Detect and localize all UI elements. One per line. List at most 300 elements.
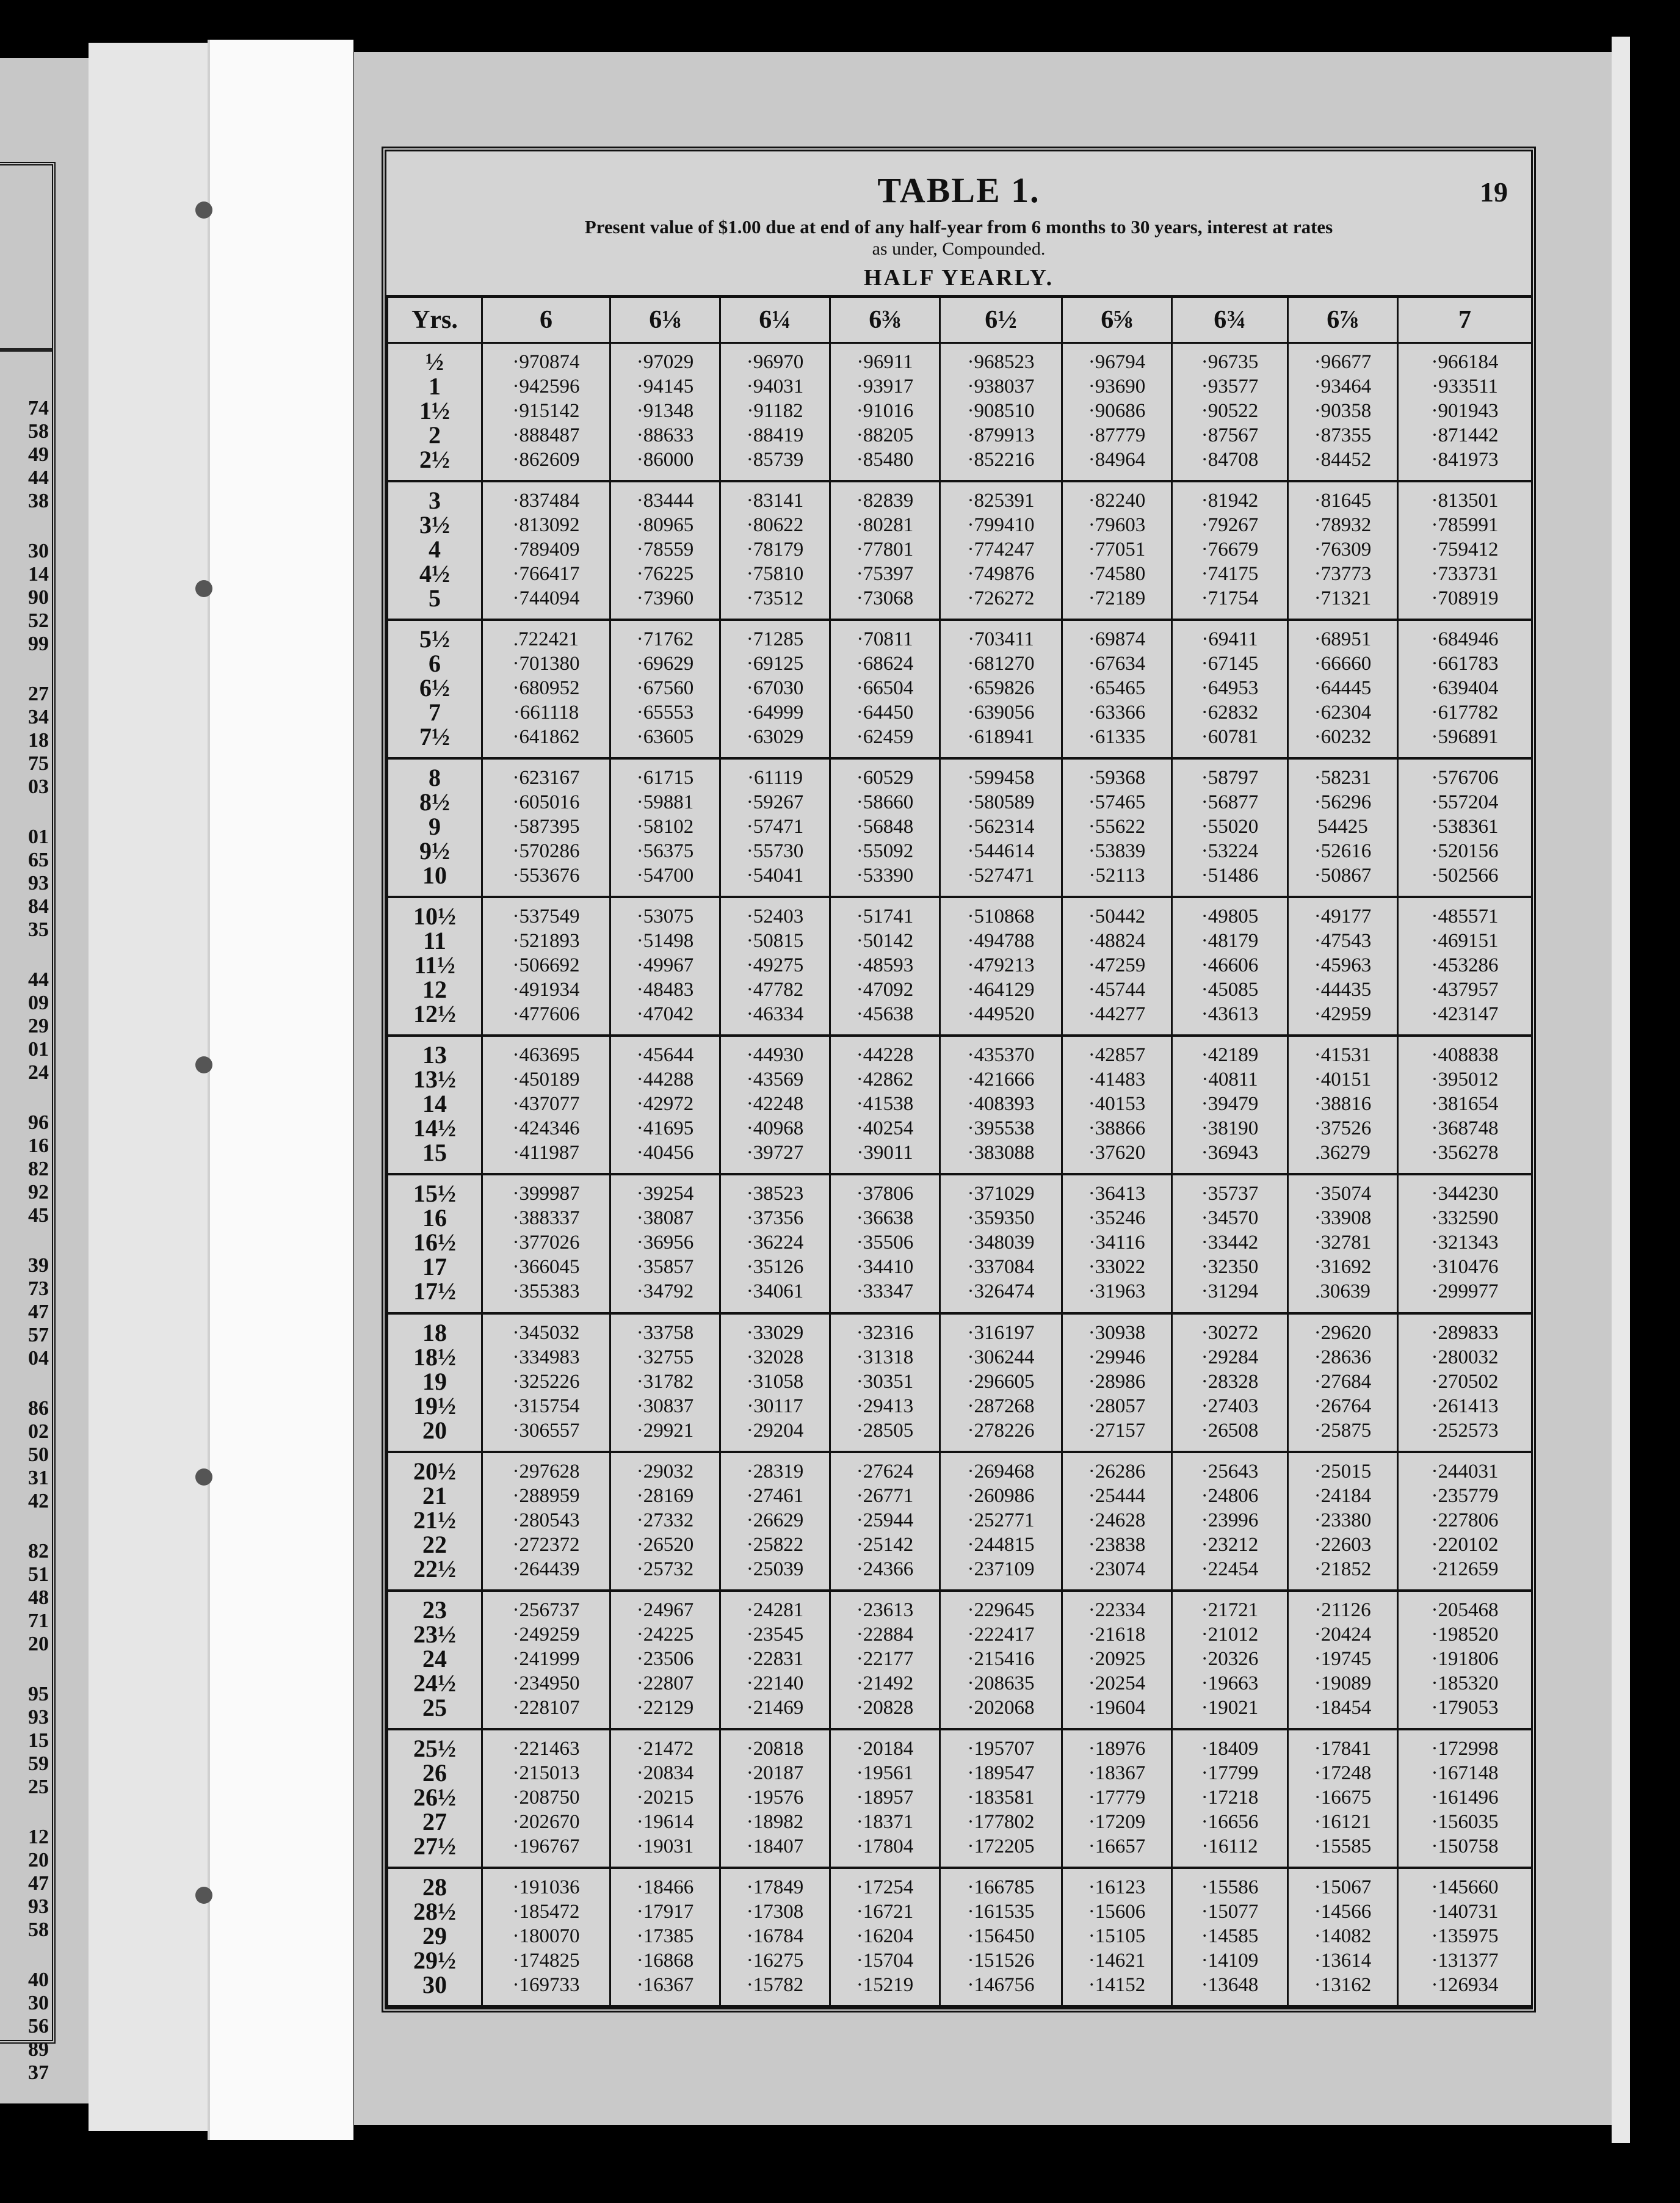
present-value: ·18454 (1314, 1696, 1372, 1719)
present-value: ·90522 (1201, 400, 1259, 422)
year-label: 24 (422, 1644, 447, 1672)
present-value: ·562314 (967, 816, 1035, 838)
present-value: ·81645 (1314, 490, 1372, 512)
present-value: ·81942 (1201, 490, 1259, 512)
present-value: ·377026 (512, 1232, 580, 1254)
present-value: ·355383 (512, 1280, 580, 1303)
present-value: ·72189 (1088, 587, 1146, 610)
present-value: ·205468 (1431, 1599, 1499, 1621)
value-cell (940, 481, 1062, 620)
present-value: ·618941 (967, 726, 1035, 749)
year-label: 17½ (413, 1277, 456, 1305)
present-value: ·22334 (1088, 1599, 1146, 1621)
present-value: ·20834 (636, 1762, 694, 1784)
left-page-fragment: 57 (28, 1324, 49, 1346)
table-row-group (388, 1591, 1532, 1729)
present-value: ·280032 (1431, 1346, 1499, 1368)
present-value: ·84452 (1314, 449, 1372, 471)
present-value: ·19089 (1314, 1672, 1372, 1694)
value-cell (1172, 758, 1288, 897)
present-value: ·23212 (1201, 1533, 1259, 1556)
present-value: ·469151 (1431, 930, 1499, 953)
left-page-fragment: 89 (28, 2038, 49, 2061)
present-value: ·326474 (967, 1280, 1035, 1303)
present-value: ·623167 (512, 767, 580, 789)
value-cell (1398, 1591, 1532, 1729)
present-value: ·17917 (636, 1900, 694, 1923)
value-cell (1398, 1174, 1532, 1313)
present-value: ·18367 (1088, 1762, 1146, 1784)
present-value: ·32028 (746, 1346, 804, 1368)
left-page-fragment: 30 (28, 1992, 49, 2014)
value-cell (720, 1591, 830, 1729)
left-page-fragment: 51 (28, 1563, 49, 1586)
present-value: ·49275 (746, 954, 804, 977)
present-value: ·40254 (856, 1117, 914, 1140)
present-value: ·62459 (856, 726, 914, 749)
present-value: ·421666 (967, 1069, 1035, 1091)
present-value: ·17218 (1201, 1786, 1259, 1809)
present-value: ·86000 (636, 449, 694, 471)
value-cell (1288, 1729, 1398, 1868)
present-value: ·31782 (636, 1370, 694, 1393)
present-value: ·306244 (967, 1346, 1035, 1368)
present-value: ·332590 (1431, 1207, 1499, 1230)
present-value: ·15704 (856, 1949, 914, 1972)
present-value: ·228107 (512, 1696, 580, 1719)
present-value: ·196767 (512, 1835, 580, 1857)
present-value: ·80622 (746, 514, 804, 537)
present-value: ·90358 (1314, 400, 1372, 422)
year-label: 19 (422, 1367, 447, 1395)
present-value: ·766417 (512, 563, 580, 586)
column-header-rate: 6⅝ (1062, 297, 1172, 343)
left-page-fragment: 50 (28, 1443, 49, 1466)
present-value: ·36956 (636, 1232, 694, 1254)
year-label: 24½ (413, 1669, 456, 1697)
present-value: ·161496 (1431, 1786, 1499, 1809)
value-cell (1172, 1313, 1288, 1452)
present-value: ·35126 (746, 1256, 804, 1279)
years-cell (388, 1036, 482, 1174)
present-value: ·270502 (1431, 1370, 1499, 1393)
table-row-group (388, 1036, 1532, 1174)
value-cell (1062, 758, 1172, 897)
present-value: ·77051 (1088, 539, 1146, 561)
year-label: 12 (422, 976, 447, 1004)
present-value: ·16868 (636, 1949, 694, 1972)
present-value: ·37806 (856, 1183, 914, 1205)
present-value: ·42862 (856, 1069, 914, 1091)
present-value: ·28328 (1201, 1370, 1259, 1393)
year-label: 13 (422, 1041, 447, 1069)
present-value: ·17248 (1314, 1762, 1372, 1784)
present-value: ·20828 (856, 1696, 914, 1719)
present-value: ·29921 (636, 1419, 694, 1442)
present-value: ·25944 (856, 1509, 914, 1531)
present-value: ·146756 (967, 1973, 1035, 1996)
present-value: ·30351 (856, 1370, 914, 1393)
present-value: ·942596 (512, 376, 580, 397)
value-cell (830, 1729, 940, 1868)
present-value: ·169733 (512, 1973, 580, 1996)
left-page-fragment: 31 (28, 1467, 49, 1489)
value-cell (482, 1313, 610, 1452)
present-value: ·44930 (746, 1044, 804, 1067)
present-value: ·172998 (1431, 1737, 1499, 1760)
year-label: 13½ (413, 1065, 456, 1094)
present-value: ·172205 (967, 1835, 1035, 1857)
present-value: ·69629 (636, 653, 694, 675)
left-page-fragment: 27 (28, 683, 49, 705)
year-label: 18½ (413, 1343, 456, 1371)
present-value: ·215013 (512, 1762, 580, 1784)
value-cell (940, 1868, 1062, 2006)
present-value: ·57471 (746, 816, 804, 838)
present-value: ·42857 (1088, 1044, 1146, 1067)
present-value: ·520156 (1431, 840, 1499, 863)
year-label: 10½ (413, 902, 456, 931)
present-value: ·14109 (1201, 1949, 1259, 1972)
present-value: ·661783 (1431, 653, 1499, 675)
value-cell (830, 1036, 940, 1174)
present-value: ·54041 (746, 865, 804, 887)
year-label: 21½ (413, 1506, 456, 1534)
left-page-fragment: 09 (28, 992, 49, 1014)
present-value: ·241999 (512, 1647, 580, 1670)
present-value: ·395538 (967, 1117, 1035, 1140)
present-value: ·88419 (746, 424, 804, 446)
value-cell (720, 1313, 830, 1452)
value-cell (720, 758, 830, 897)
present-value: ·252573 (1431, 1419, 1499, 1442)
table-row-group (388, 1868, 1532, 2006)
column-header-rate: 6½ (940, 297, 1062, 343)
present-value: ·68624 (856, 653, 914, 675)
present-value: ·87779 (1088, 424, 1146, 446)
present-value: ·269468 (967, 1460, 1035, 1483)
left-page-fragment: 39 (28, 1254, 49, 1277)
present-value: ·41695 (636, 1117, 694, 1140)
present-value: ·27403 (1201, 1395, 1259, 1417)
year-label: 9½ (419, 837, 450, 865)
present-value: ·26508 (1201, 1419, 1259, 1442)
year-label: 8½ (419, 788, 450, 816)
present-value: ·45644 (636, 1044, 694, 1067)
left-page-fragment: 59 (28, 1752, 49, 1775)
value-cell (1172, 620, 1288, 758)
present-value: ·161535 (967, 1900, 1035, 1923)
present-value: ·537549 (512, 906, 580, 928)
subtitle-continuation: as under, Compounded. (872, 239, 1046, 259)
left-page-fragment: 18 (28, 729, 49, 752)
present-value: ·15219 (856, 1973, 914, 1996)
present-value: ·62304 (1314, 702, 1372, 724)
left-page-fragment: 16 (28, 1134, 49, 1157)
present-value: ·366045 (512, 1256, 580, 1279)
present-value: ·423147 (1431, 1003, 1499, 1026)
present-value: ·27157 (1088, 1419, 1146, 1442)
left-page-number-fragments (0, 397, 49, 2085)
value-cell (1062, 1729, 1172, 1868)
year-label: 1 (429, 372, 441, 400)
present-value: ·18407 (746, 1835, 804, 1857)
value-cell (482, 1868, 610, 2006)
present-value: ·19745 (1314, 1647, 1372, 1670)
year-label: 28½ (413, 1897, 456, 1925)
present-value: ·16367 (636, 1973, 694, 1996)
present-value: ·557204 (1431, 791, 1499, 814)
present-value: ·29204 (746, 1419, 804, 1442)
present-value: ·34792 (636, 1280, 694, 1303)
present-value: ·24184 (1314, 1484, 1372, 1507)
present-value: ·18409 (1201, 1737, 1259, 1760)
present-value: ·30938 (1088, 1321, 1146, 1344)
value-cell (1062, 1313, 1172, 1452)
table-row-group (388, 1729, 1532, 1868)
present-value: ·39727 (746, 1142, 804, 1164)
present-value: ·73068 (856, 587, 914, 610)
present-value: ·26764 (1314, 1395, 1372, 1417)
present-value: ·580589 (967, 791, 1035, 814)
value-cell (720, 1452, 830, 1591)
present-value: ·16657 (1088, 1835, 1146, 1857)
present-value: ·140731 (1431, 1900, 1499, 1923)
present-value: ·20184 (856, 1737, 914, 1760)
value-cell (1288, 343, 1398, 482)
value-cell (720, 620, 830, 758)
present-value: ·31318 (856, 1346, 914, 1368)
years-cell (388, 343, 482, 482)
present-value: ·25142 (856, 1533, 914, 1556)
present-value: ·58660 (856, 791, 914, 814)
year-label: 3 (429, 487, 441, 515)
present-value: ·20326 (1201, 1647, 1259, 1670)
present-value: ·85480 (856, 449, 914, 471)
present-value: ·34570 (1201, 1207, 1259, 1230)
value-cell (830, 897, 940, 1036)
present-value: ·485571 (1431, 906, 1499, 928)
present-value: ·83141 (746, 490, 804, 512)
present-value: ·78932 (1314, 514, 1372, 537)
present-value: ·51486 (1201, 865, 1259, 887)
present-value: ·345032 (512, 1321, 580, 1344)
years-cell (388, 1868, 482, 2006)
year-label: 22½ (413, 1555, 456, 1583)
left-page-fragment: 48 (28, 1586, 49, 1609)
present-value: ·87355 (1314, 424, 1372, 446)
year-label: 29 (422, 1922, 447, 1950)
present-value: ·51498 (636, 930, 694, 953)
present-value: ·68951 (1314, 628, 1372, 651)
present-value: ·16204 (856, 1925, 914, 1947)
left-page-fragment: 30 (28, 540, 49, 562)
present-value: ·29620 (1314, 1321, 1372, 1344)
binding-strip (208, 40, 353, 2140)
present-value: ·544614 (967, 840, 1035, 863)
present-value: ·14585 (1201, 1925, 1259, 1947)
present-value: ·852216 (967, 449, 1035, 471)
present-value: ·29284 (1201, 1346, 1259, 1368)
present-value: ·325226 (512, 1370, 580, 1393)
present-value: ·37620 (1088, 1142, 1146, 1164)
present-value: ·52403 (746, 906, 804, 928)
present-value: ·24967 (636, 1599, 694, 1621)
years-cell (388, 1591, 482, 1729)
left-page-fragment: 45 (28, 1204, 49, 1227)
present-value: ·288959 (512, 1484, 580, 1507)
present-value: ·23074 (1088, 1558, 1146, 1580)
present-value: ·703411 (968, 628, 1034, 651)
year-label: 15 (422, 1139, 447, 1167)
present-value: ·38816 (1314, 1093, 1372, 1116)
left-page-fragment: 25 (28, 1776, 49, 1798)
present-value: ·65553 (636, 702, 694, 724)
value-cell (1172, 1729, 1288, 1868)
year-label: 18 (422, 1318, 447, 1346)
present-value: ·43569 (746, 1069, 804, 1091)
present-value: ·25822 (746, 1533, 804, 1556)
present-value: ·20187 (746, 1762, 804, 1784)
table-row-group (388, 1313, 1532, 1452)
value-cell (940, 343, 1062, 482)
value-cell (1288, 897, 1398, 1036)
year-label: 27½ (413, 1832, 456, 1860)
present-value: ·55092 (856, 840, 914, 863)
present-value: ·287268 (967, 1395, 1035, 1417)
value-cell (940, 1174, 1062, 1313)
present-value: ·63366 (1088, 702, 1146, 724)
present-value: ·45085 (1201, 979, 1259, 1001)
present-value: ·42189 (1201, 1044, 1259, 1067)
present-value: ·87567 (1201, 424, 1259, 446)
present-value: ·71754 (1201, 587, 1259, 610)
present-value: ·510868 (967, 906, 1035, 928)
present-value: ·26629 (746, 1509, 804, 1531)
present-value: ·17254 (856, 1876, 914, 1898)
present-value: ·576706 (1431, 767, 1499, 789)
year-label: 22 (422, 1530, 447, 1558)
present-value: ·156035 (1431, 1810, 1499, 1833)
year-label: ½ (425, 348, 444, 376)
present-value: ·35246 (1088, 1207, 1146, 1230)
present-value: ·47042 (636, 1003, 694, 1026)
year-label: 27 (422, 1807, 447, 1835)
left-page-fragment: 15 (28, 1729, 49, 1752)
present-value: ·55622 (1088, 816, 1146, 838)
present-value: ·260986 (967, 1484, 1035, 1507)
value-cell (1398, 1868, 1532, 2006)
present-value: ·79267 (1201, 514, 1259, 537)
present-value: ·156450 (967, 1925, 1035, 1947)
column-header-rate: 6¼ (720, 297, 830, 343)
present-value: ·74175 (1201, 563, 1259, 586)
present-value: ·66660 (1314, 653, 1372, 675)
present-value: ·599458 (967, 767, 1035, 789)
present-value: ·38866 (1088, 1117, 1146, 1140)
present-value: ·21469 (746, 1696, 804, 1719)
present-value: ·195707 (967, 1737, 1035, 1760)
value-cell (610, 343, 720, 482)
left-page-fragment: 90 (28, 586, 49, 609)
present-value: ·521893 (512, 930, 580, 953)
present-value: ·733731 (1431, 563, 1499, 586)
present-value: ·21852 (1314, 1558, 1372, 1580)
year-label: 25 (422, 1693, 447, 1721)
present-value: ·58231 (1314, 767, 1372, 789)
present-value: ·348039 (967, 1232, 1035, 1254)
present-value: ·18466 (636, 1876, 694, 1898)
present-value: ·437957 (1431, 979, 1499, 1001)
left-page-fragment: 71 (28, 1610, 49, 1632)
value-cell (1062, 1174, 1172, 1313)
left-page-edge (0, 58, 89, 2103)
present-value: ·966184 (1431, 351, 1499, 373)
value-cell (610, 897, 720, 1036)
present-value: ·93577 (1201, 376, 1259, 397)
present-value: ·494788 (967, 930, 1035, 953)
present-value: ·174825 (512, 1949, 580, 1972)
section-heading: HALF YEARLY. (863, 265, 1054, 291)
present-value: ·22129 (636, 1696, 694, 1719)
present-value: ·383088 (967, 1142, 1035, 1164)
present-value: ·915142 (512, 400, 580, 422)
present-value: ·21618 (1088, 1623, 1146, 1646)
present-value: ·15585 (1314, 1835, 1372, 1857)
value-cell (482, 1036, 610, 1174)
present-value: ·20254 (1088, 1672, 1146, 1694)
year-label: 12½ (413, 1000, 456, 1028)
value-cell (1062, 1452, 1172, 1591)
present-value: ·23380 (1314, 1509, 1372, 1531)
present-value: ·48179 (1201, 930, 1259, 953)
left-page-fragment: 82 (28, 1540, 49, 1562)
present-value: ·76679 (1201, 539, 1259, 561)
present-value: ·306557 (512, 1419, 580, 1442)
present-value: ·19604 (1088, 1696, 1146, 1719)
years-cell (388, 481, 482, 620)
present-value: ·63029 (746, 726, 804, 749)
table-header (386, 151, 1531, 295)
present-value: ·901943 (1431, 400, 1499, 422)
binding-hole (195, 201, 212, 219)
year-label: 5½ (419, 625, 450, 653)
left-page-fragment: 74 (28, 397, 49, 419)
present-value: ·24225 (636, 1623, 694, 1646)
present-value: ·202670 (512, 1810, 580, 1833)
present-value: ·19561 (856, 1762, 914, 1784)
year-label: 10 (422, 862, 447, 890)
subtitle: Present value of $1.00 due at end of any half-year from 6 months to 30 years, interest at rates (584, 216, 1333, 238)
present-value: ·47782 (746, 979, 804, 1001)
year-label: 11 (423, 927, 446, 955)
present-value: ·59368 (1088, 767, 1146, 789)
value-cell (830, 1174, 940, 1313)
present-value: ·280543 (512, 1509, 580, 1531)
present-value: ·701380 (512, 653, 580, 675)
present-value: ·39011 (856, 1142, 913, 1164)
present-value: ·33908 (1314, 1207, 1372, 1230)
present-value: ·538361 (1431, 816, 1499, 838)
value-cell (1062, 1591, 1172, 1729)
left-page-fragment: 58 (28, 420, 49, 443)
present-value: ·93917 (856, 376, 914, 397)
present-value: ·33022 (1088, 1256, 1146, 1279)
present-value: ·13648 (1201, 1973, 1259, 1996)
present-value: ·57465 (1088, 791, 1146, 814)
present-value: ·30117 (747, 1395, 803, 1417)
present-value: ·25015 (1314, 1460, 1372, 1483)
